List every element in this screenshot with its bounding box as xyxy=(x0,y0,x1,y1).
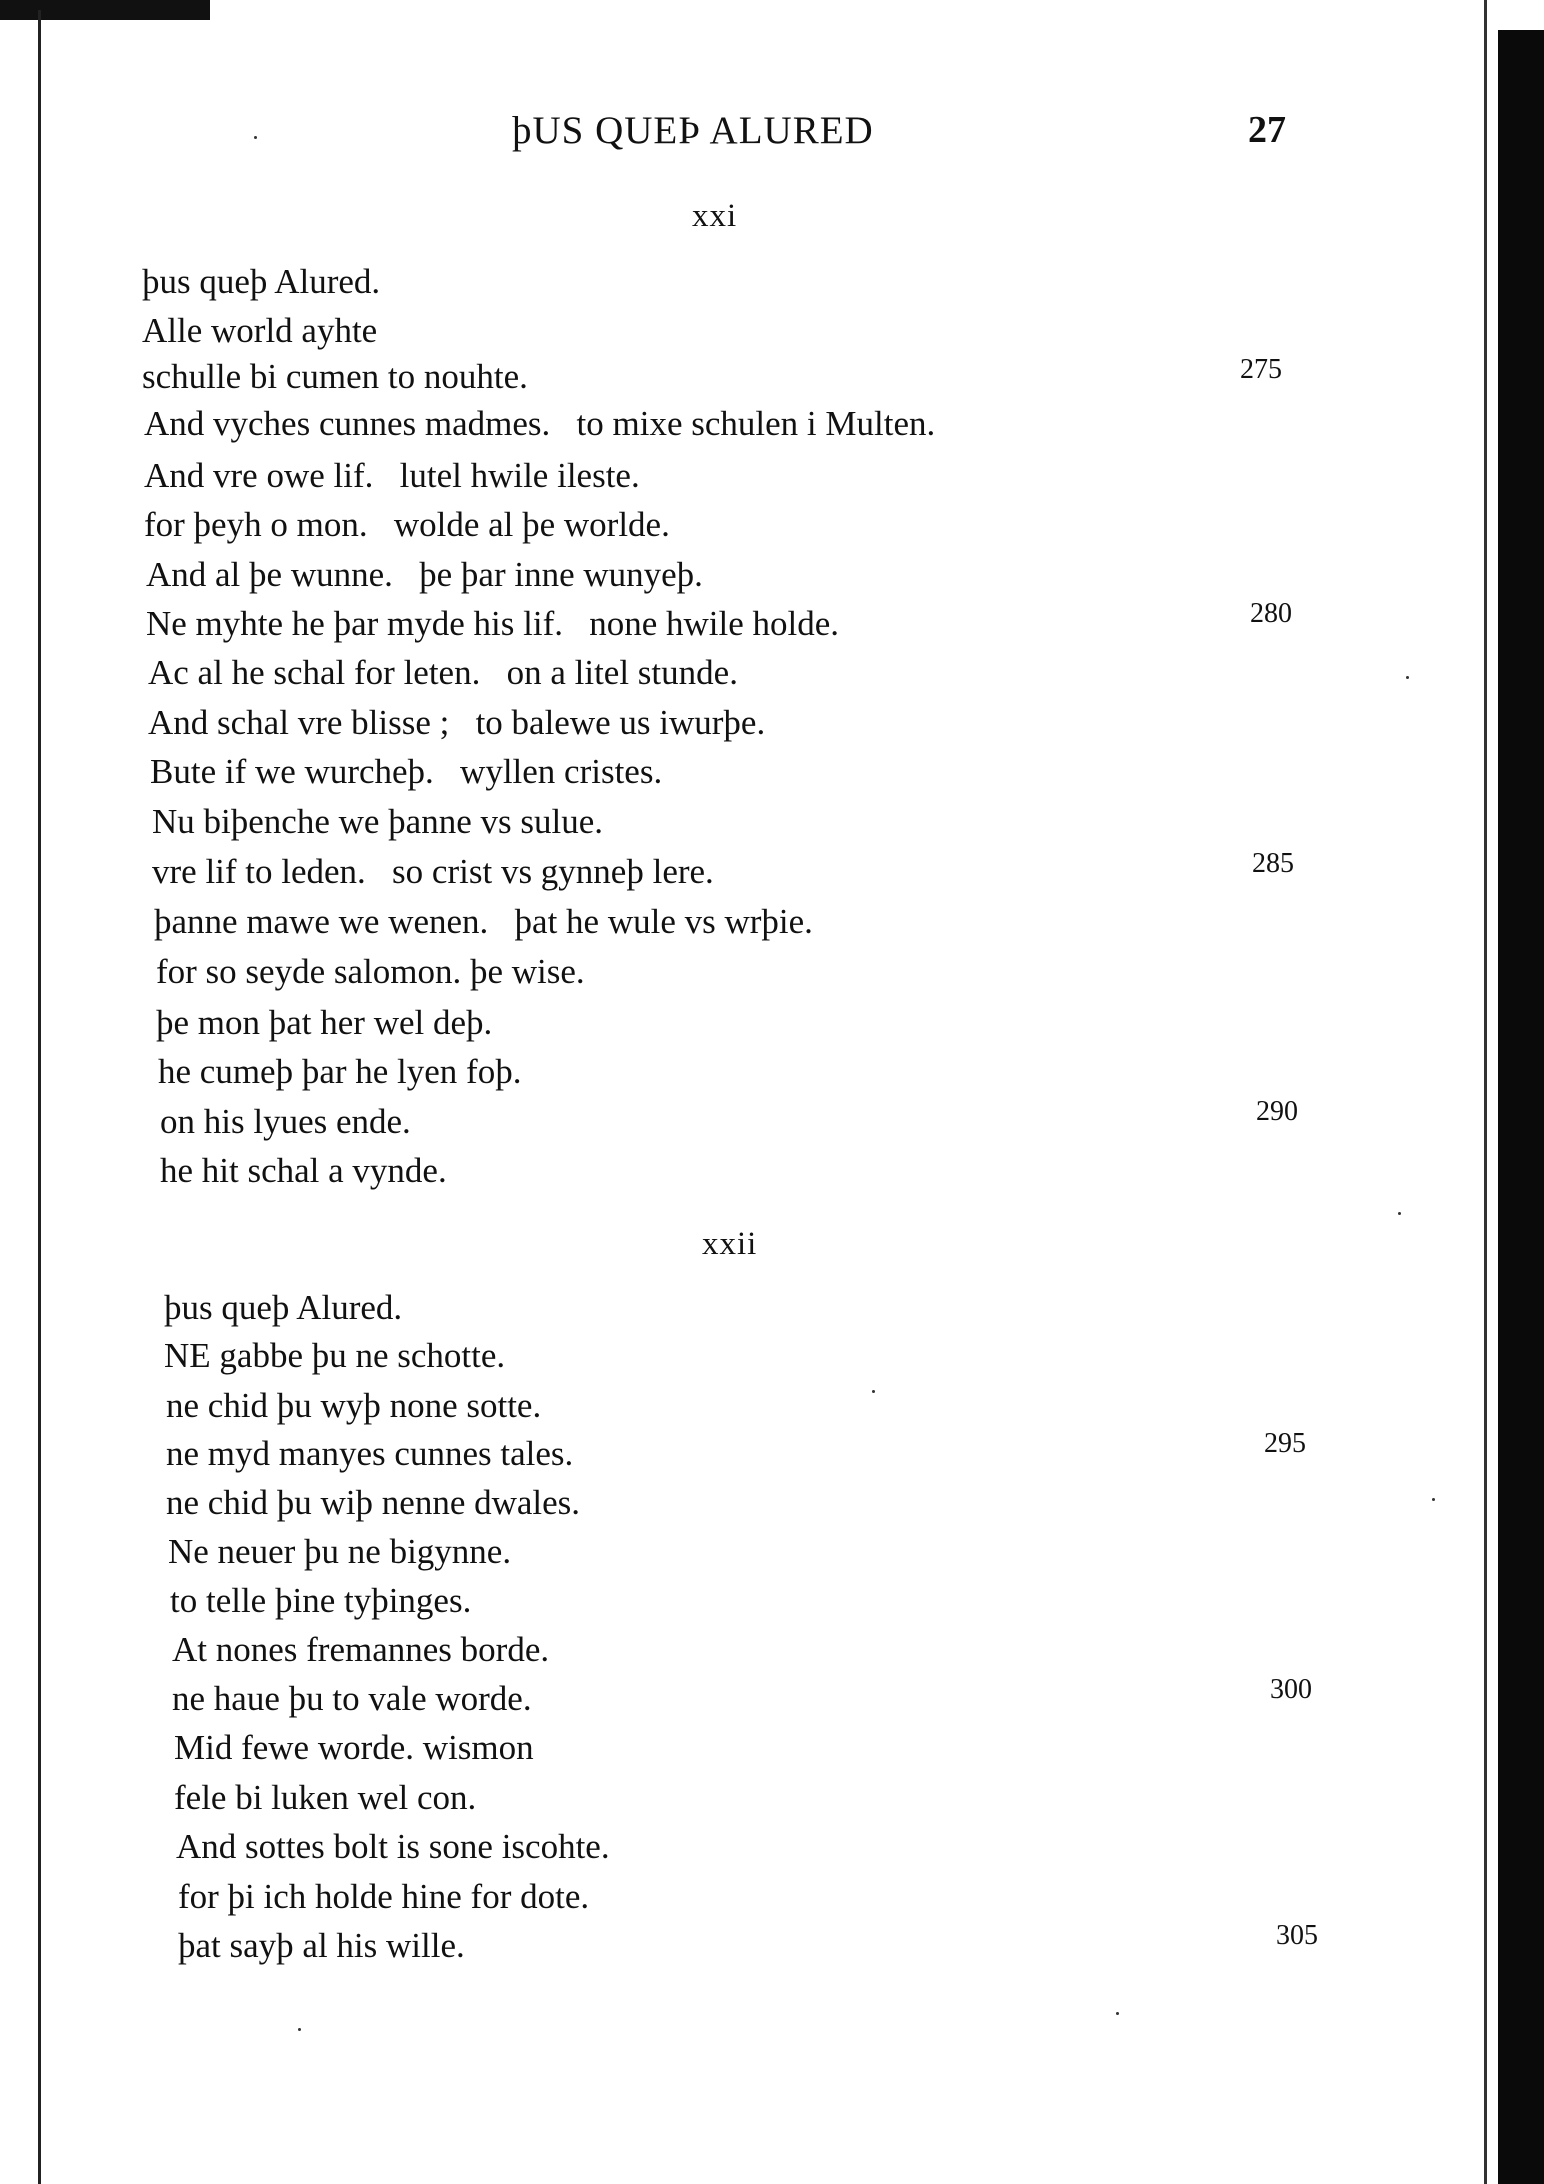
verse-line: And vre owe lif. lutel hwile ileste. xyxy=(144,456,640,495)
scan-speck xyxy=(1116,2012,1119,2015)
verse-line: ne chid þu wiþ nenne dwales. xyxy=(166,1483,581,1522)
verse-line: And sottes bolt is sone iscohte. xyxy=(176,1827,610,1866)
verse-line: þanne mawe we wenen. þat he wule vs wrþie. xyxy=(154,902,813,941)
scan-speck xyxy=(1398,1212,1401,1215)
section-heading-xxii: xxii xyxy=(702,1226,758,1262)
verse-line: Ne myhte he þar myde his lif. none hwile holde. xyxy=(146,604,840,643)
verse-line: Ne neuer þu ne bigynne. xyxy=(168,1532,512,1571)
verse-line: he cumeþ þar he lyen foþ. xyxy=(158,1052,522,1091)
line-number: 305 xyxy=(1276,1920,1318,1951)
verse-line: And schal vre blisse ; to balewe us iwurþe. xyxy=(148,703,766,742)
verse-line: for þi ich holde hine for dote. xyxy=(178,1877,590,1916)
line-number: 295 xyxy=(1264,1428,1306,1459)
scan-speck xyxy=(872,1390,875,1393)
verse-line: And vyches cunnes madmes. to mixe schulen i Multen. xyxy=(144,404,936,443)
verse-line: Bute if we wurcheþ. wyllen cristes. xyxy=(150,752,663,791)
scan-speck xyxy=(254,136,257,139)
scan-speck xyxy=(298,2028,301,2031)
verse-line: vre lif to leden. so crist vs gynneþ lere. xyxy=(152,852,714,891)
verse-line: At nones fremannes borde. xyxy=(172,1630,550,1669)
scan-speck xyxy=(1406,676,1409,679)
scan-edge-left xyxy=(38,10,41,2184)
line-number: 300 xyxy=(1270,1674,1312,1705)
verse-line: Mid fewe worde. wismon xyxy=(174,1728,534,1767)
scan-edge-top xyxy=(0,0,210,20)
verse-line: And al þe wunne. þe þar inne wunyeþ. xyxy=(146,555,703,594)
verse-line: fele bi luken wel con. xyxy=(174,1778,477,1817)
verse-line: ne myd manyes cunnes tales. xyxy=(166,1434,574,1473)
verse-line: þat sayþ al his wille. xyxy=(178,1926,465,1965)
verse-line: þus queþ Alured. xyxy=(164,1288,403,1327)
verse-line: Ac al he schal for leten. on a litel stunde. xyxy=(148,653,738,692)
verse-line: þus queþ Alured. xyxy=(142,262,381,301)
verse-line: for þeyh o mon. wolde al þe worlde. xyxy=(144,505,670,544)
page-number: 27 xyxy=(1248,109,1286,151)
verse-line: ne haue þu to vale worde. xyxy=(172,1679,532,1718)
verse-line: þe mon þat her wel deþ. xyxy=(156,1003,493,1042)
verse-line: for so seyde salomon. þe wise. xyxy=(156,952,585,991)
section-heading-xxi: xxi xyxy=(692,198,738,234)
line-number: 275 xyxy=(1240,354,1282,385)
verse-line: on his lyues ende. xyxy=(160,1102,411,1141)
line-number: 285 xyxy=(1252,848,1294,879)
line-number: 280 xyxy=(1250,598,1292,629)
verse-line: Nu biþenche we þanne vs sulue. xyxy=(152,802,603,841)
verse-line: NE gabbe þu ne schotte. xyxy=(164,1336,506,1375)
scan-edge-right-rule xyxy=(1484,0,1487,2184)
running-head: þUS QUEÞ ALURED xyxy=(512,109,874,152)
verse-line: to telle þine tyþinges. xyxy=(170,1581,472,1620)
verse-line: schulle bi cumen to nouhte. xyxy=(142,357,528,396)
verse-line: ne chid þu wyþ none sotte. xyxy=(166,1386,542,1425)
verse-line: Alle world ayhte xyxy=(142,311,378,350)
scan-speck xyxy=(1432,1498,1435,1501)
line-number: 290 xyxy=(1256,1096,1298,1127)
verse-line: he hit schal a vynde. xyxy=(160,1151,447,1190)
scan-edge-right xyxy=(1498,30,1544,2184)
